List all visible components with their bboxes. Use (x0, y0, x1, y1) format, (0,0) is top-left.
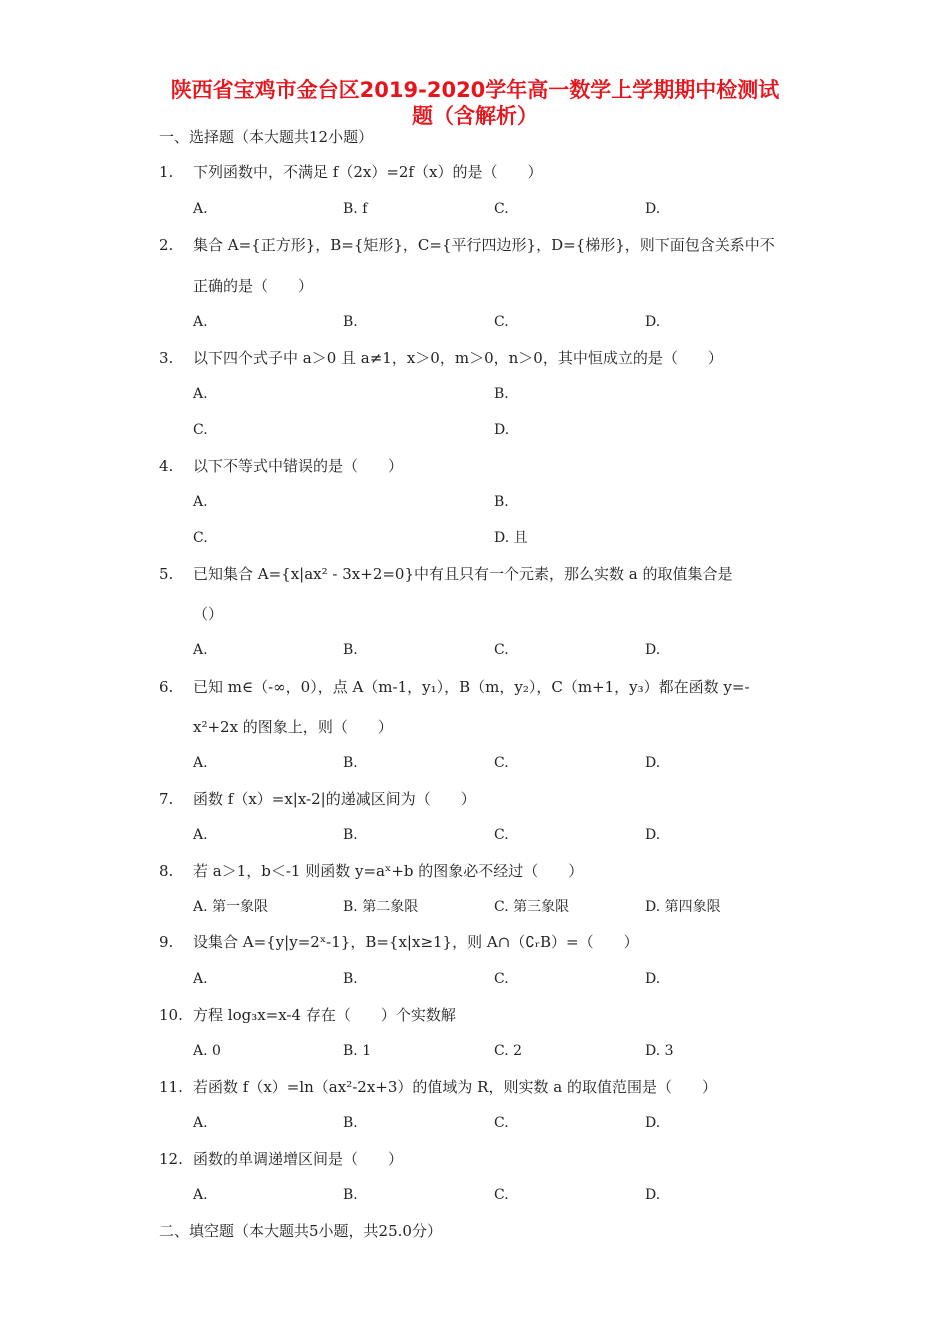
option-b: B. (343, 642, 358, 658)
question-number: 10. (159, 1006, 183, 1024)
option-a: A. (193, 971, 208, 987)
option-d: D. (645, 827, 661, 843)
option-a: A. (193, 827, 208, 843)
option-d: D. 3 (645, 1043, 674, 1059)
option-c: C. 第三象限 (494, 899, 570, 915)
option-b: B. (343, 1187, 358, 1203)
option-c: C. (494, 314, 509, 330)
section-heading-choice: 一、选择题（本大题共12小题） (159, 128, 374, 146)
option-a: A. 第一象限 (193, 899, 269, 915)
question-text: 方程 log₃x=x-4 存在（ ）个实数解 (193, 1006, 456, 1024)
option-a: A. (193, 755, 208, 771)
option-d: D. 第四象限 (645, 899, 721, 915)
option-b: B. (343, 971, 358, 987)
question-text-continued: x²+2x 的图象上，则（ ） (193, 718, 393, 736)
question-text: 若函数 f（x）=ln（ax²-2x+3）的值域为 R，则实数 a 的取值范围是（ ） (193, 1078, 717, 1096)
question-text-continued: （） (193, 605, 224, 623)
question-number: 2. (159, 236, 174, 254)
question-text: 以下四个式子中 a＞0 且 a≠1，x＞0，m＞0，n＞0，其中恒成立的是（ ） (193, 349, 723, 367)
option-d: D. (645, 642, 661, 658)
option-d: D. (645, 1115, 661, 1131)
option-b: B. (343, 1115, 358, 1131)
option-b: B. (343, 755, 358, 771)
question-number: 9. (159, 933, 174, 951)
option-c: C. (494, 1115, 509, 1131)
document-title-line1: 陕西省宝鸡市金台区2019-2020学年高一数学上学期期中检测试 (170, 78, 780, 102)
option-c: C. (494, 755, 509, 771)
option-b: B. (494, 386, 509, 402)
question-number: 12. (159, 1150, 183, 1168)
question-number: 5. (159, 565, 174, 583)
option-a: A. (193, 314, 208, 330)
question-text: 函数 f（x）=x|x-2|的递减区间为（ ） (193, 790, 476, 808)
question-text-continued: 正确的是（ ） (193, 277, 314, 295)
option-c: C. (494, 1187, 509, 1203)
option-c: C. 2 (494, 1043, 523, 1059)
option-a: A. (193, 386, 208, 402)
option-d: D. (645, 201, 661, 217)
option-c: C. (494, 201, 509, 217)
option-b: B. 1 (343, 1043, 372, 1059)
question-number: 1. (159, 163, 174, 181)
section-heading-fill-blank: 二、填空题（本大题共5小题，共25.0分） (159, 1222, 442, 1240)
question-text: 函数的单调递增区间是（ ） (193, 1150, 404, 1168)
option-c: C. (193, 422, 208, 438)
option-c: C. (193, 530, 208, 546)
option-c: C. (494, 971, 509, 987)
option-a: A. 0 (193, 1043, 221, 1059)
question-number: 8. (159, 862, 174, 880)
option-d: D. (494, 422, 510, 438)
question-number: 6. (159, 678, 174, 696)
question-text: 若 a＞1，b＜-1 则函数 y=aˣ+b 的图象必不经过（ ） (193, 862, 584, 880)
option-b: B. 第二象限 (343, 899, 419, 915)
option-a: A. (193, 642, 208, 658)
question-text: 集合 A={正方形}，B={矩形}，C={平行四边形}，D={梯形}，则下面包含关系中不 (193, 236, 775, 254)
option-b: B. (494, 494, 509, 510)
option-c: C. (494, 642, 509, 658)
option-d: D. (645, 314, 661, 330)
question-number: 7. (159, 790, 174, 808)
option-d: D. (645, 755, 661, 771)
option-b: B. (343, 827, 358, 843)
question-number: 11. (159, 1078, 183, 1096)
question-text: 以下不等式中错误的是（ ） (193, 457, 404, 475)
document-title-line2: 题（含解析） (412, 104, 538, 128)
option-d: D. 且 (494, 530, 528, 546)
question-number: 3. (159, 349, 174, 367)
option-a: A. (193, 494, 208, 510)
question-text: 下列函数中，不满足 f（2x）=2f（x）的是（ ） (193, 163, 543, 181)
option-a: A. (193, 201, 208, 217)
option-b: B. (343, 314, 358, 330)
question-text: 设集合 A={y|y=2ˣ-1}，B={x|x≥1}，则 A∩（∁ᵣB）=（ ） (193, 933, 639, 951)
question-number: 4. (159, 457, 174, 475)
option-d: D. (645, 971, 661, 987)
question-text: 已知集合 A={x|ax² - 3x+2=0}中有且只有一个元素，那么实数 a 的取值集合是 (193, 565, 733, 583)
option-d: D. (645, 1187, 661, 1203)
option-a: A. (193, 1115, 208, 1131)
option-c: C. (494, 827, 509, 843)
question-text: 已知 m∈（-∞，0），点 A（m-1，y₁），B（m，y₂），C（m+1，y₃）都在函数 y=- (193, 678, 750, 696)
option-a: A. (193, 1187, 208, 1203)
option-b: B. f (343, 201, 368, 217)
